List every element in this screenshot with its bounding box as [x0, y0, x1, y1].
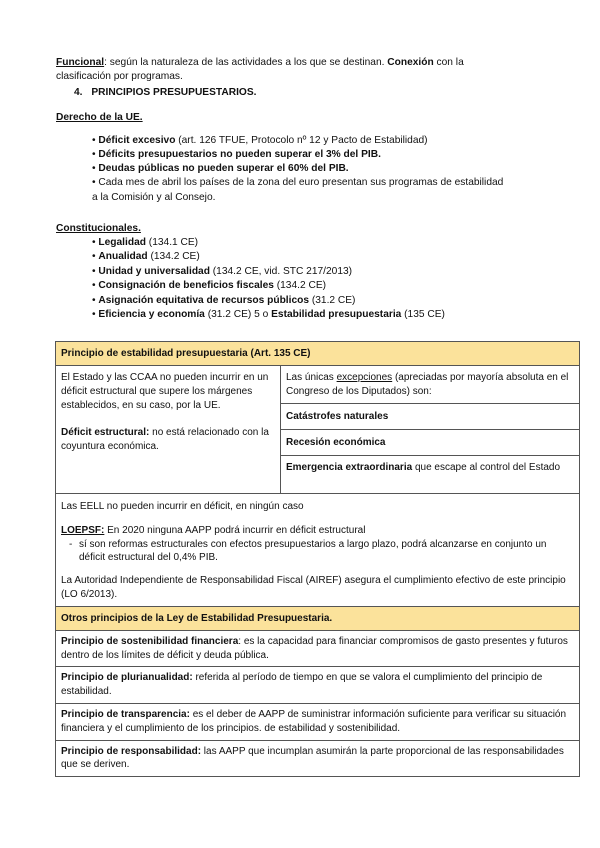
funcional-text: según la naturaleza de las actividades a los que se destinan.: [106, 57, 388, 68]
table-header: Principio de estabilidad presupuestaria (Art. 135 CE): [56, 342, 580, 366]
const-item-text: (31.2 CE): [309, 295, 356, 306]
eell-text: Las EELL no pueden incurrir en déficit, en ningún caso: [61, 501, 304, 512]
ue-item: • Deudas públicas no pueden superar el 60% del PIB.: [92, 163, 349, 174]
exceptions-underlined: excepciones: [336, 372, 393, 383]
ue-heading: Derecho de la UE.: [56, 112, 143, 123]
ue-item: • Cada mes de abril los países de la zona del euro presentan sus programas de estabilidad: [92, 177, 504, 188]
const-item: • Anualidad (134.2 CE): [92, 251, 200, 262]
principle-label: Principio de responsabilidad:: [61, 745, 202, 757]
const-item: • Consignación de beneficios fiscales (134.2 CE): [92, 280, 327, 291]
funcional-label: Funcional: [56, 57, 105, 68]
section-heading: [74, 86, 256, 100]
loepsf-label: LOEPSF:: [61, 524, 105, 536]
const-item: • Eficiencia y economía (31.2 CE) 5 o Estabilidad presupuestaria (135 CE): [92, 309, 445, 320]
section-number: 4.: [74, 87, 83, 98]
exceptions-pre: Las únicas: [286, 372, 337, 383]
ue-item-continuation: a la Comisión y al Consejo.: [92, 192, 216, 203]
exceptions-intro: [281, 366, 580, 404]
const-item-bold: Consignación de beneficios fiscales: [98, 280, 274, 291]
const-item-text: (31.2 CE) 5 o: [204, 309, 272, 320]
ue-item-bold: Deudas públicas no pueden superar el 60% del PIB.: [98, 163, 349, 174]
const-item-text: (134.2 CE): [273, 280, 327, 291]
principle-text: referida al período de tiempo en que se valora el cumplimiento del principio de estabilidad.: [61, 672, 543, 698]
exceptions-post: (apreciadas por mayoría absoluta en el Congreso de los Diputados) son:: [286, 372, 569, 397]
principle-row: [56, 740, 580, 777]
const-item-bold: Legalidad: [98, 237, 146, 248]
const-item: • Legalidad (134.1 CE): [92, 237, 199, 248]
conexion-label: Conexión: [387, 57, 434, 68]
const-item: • Unidad y universalidad (134.2 CE, vid. STC 217/2013): [92, 266, 353, 277]
principles-table: [55, 341, 580, 777]
principle-row: [56, 630, 580, 667]
principle-text: es el deber de AAPP de suministrar información suficiente para verificar su situación financiera y el cumplimiento de los principios. de estabilidad y sostenibilidad.: [61, 708, 567, 734]
deficit-estructural-label: Déficit estructural:: [61, 427, 150, 439]
const-item-bold: Estabilidad presupuestaria: [271, 309, 402, 320]
section-title: PRINCIPIOS PRESUPUESTARIOS.: [91, 87, 257, 98]
deficit-estructural-text: no está relacionado con la coyuntura económica.: [61, 427, 269, 453]
ue-item: • Déficits presupuestarios no pueden superar el 3% del PIB.: [92, 149, 381, 160]
const-item-bold: Asignación equitativa de recursos públicos: [98, 295, 310, 306]
estabilidad-details: [56, 494, 580, 607]
loepsf-body: En 2020 ninguna AAPP podrá incurrir en déficit estructural: [104, 524, 366, 536]
conexion-text: con la: [433, 57, 464, 68]
ue-item: • Déficit excesivo (art. 126 TFUE, Protocolo nº 12 y Pacto de Estabilidad): [92, 135, 428, 146]
principle-row: [56, 667, 580, 704]
airef-text: La Autoridad Independiente de Responsabilidad Fiscal (AIREF) asegura el cumplimiento efectivo de este principio (LO 6/2013).: [61, 575, 566, 600]
intro-paragraph: [56, 56, 576, 84]
exception-label: Catástrofes naturales: [286, 411, 389, 422]
principle-label: Principio de plurianualidad:: [61, 672, 193, 684]
principle-row: [56, 703, 580, 740]
ue-item-text: Cada mes de abril los países de la zona del euro presentan sus programas de estabilidad: [98, 177, 504, 188]
ue-item-bold: Déficit excesivo: [98, 135, 176, 146]
constitucionales-heading: Constitucionales.: [56, 223, 141, 234]
const-item-bold: Unidad y universalidad: [98, 266, 210, 277]
principle-text: las AAPP que incumplan asumirán la parte proporcional de las responsabilidades que se deriven.: [61, 745, 564, 771]
ue-item-bold: Déficits presupuestarios no pueden superar el 3% del PIB.: [98, 149, 381, 160]
funcional-colon: :: [104, 57, 107, 68]
principle-label: Principio de sostenibilidad financiera: [61, 635, 239, 647]
exception-item: [281, 404, 580, 430]
estabilidad-description: [56, 366, 281, 494]
conexion-text-continued: clasificación por programas.: [56, 70, 183, 82]
const-item: • Asignación equitativa de recursos públicos (31.2 CE): [92, 295, 356, 306]
loepsf-text: [61, 524, 574, 538]
loepsf-dash-item: - sí son reformas estructurales con efectos presupuestarios a largo plazo, podrá alcanzarse en conjunto un déficit estructural del 0,4% PIB.: [61, 538, 574, 566]
estabilidad-text: El Estado y las CCAA no pueden incurrir en un déficit estructural que supere los márgenes establecidos, en su caso, por la UE.: [61, 372, 269, 411]
exception-item: [281, 430, 580, 456]
ue-item-text: (art. 126 TFUE, Protocolo nº 12 y Pacto de Estabilidad): [175, 135, 428, 146]
principle-text: : es la capacidad para financiar compromisos de gasto presentes y futuros dentro de los límites de déficit y deuda pública.: [61, 635, 568, 661]
exception-label: Emergencia extraordinaria: [286, 462, 413, 473]
const-item-text: (134.1 CE): [145, 237, 199, 248]
otros-principios-header: Otros principios de la Ley de Estabilidad Presupuestaria.: [56, 606, 580, 630]
const-item-text: (135 CE): [401, 309, 445, 320]
exception-item: [281, 456, 580, 494]
exception-text: que escape al control del Estado: [412, 462, 561, 473]
const-item-bold: Anualidad: [98, 251, 148, 262]
deficit-estructural-def: [61, 426, 275, 454]
const-item-bold: Eficiencia y economía: [98, 309, 205, 320]
exception-label: Recesión económica: [286, 437, 386, 448]
principle-label: Principio de transparencia:: [61, 708, 190, 720]
const-item-text: (134.2 CE): [147, 251, 200, 262]
const-item-text: (134.2 CE, vid. STC 217/2013): [209, 266, 353, 277]
